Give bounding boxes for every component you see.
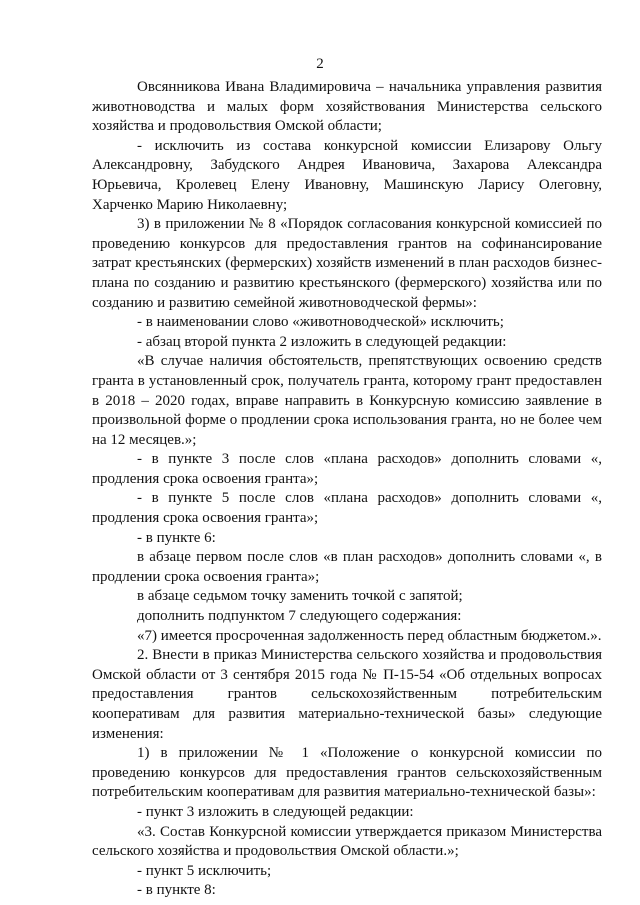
paragraph: 3) в приложении № 8 «Порядок согласования конкурсной комиссией по проведению конкурсов для предоставления грантов на софинансирование затрат крестьянских (фермерских) хозяйств изменений в план расходов бизнес-плана по созданию и развитию крестьянского (фермерского) хозяйства или по созданию и развитию семейной животноводческой фермы»: — [92, 216, 602, 311]
paragraph: - исключить из состава конкурсной комиссии Елизарову Ольгу Александровну, Забудского Андрея Ивановича, Захарова Александра Юрьевича, Кролевец Елену Ивановну, Машинскую Ларису Олеговну, Харченко Марию Николаевну; — [92, 137, 602, 213]
paragraph: - пункт 3 изложить в следующей редакции: — [137, 803, 414, 820]
page-number: 2 — [316, 56, 324, 72]
paragraph: 1) в приложении № 1 «Положение о конкурсной комиссии по проведению конкурсов для предоставления грантов сельскохозяйственным потребительским кооперативам для развития материально-технической базы»: — [92, 745, 602, 801]
paragraph: - пункт 5 исключить; — [137, 862, 272, 879]
paragraph: в абзаце первом после слов «в план расходов» дополнить словами «, в продлении срока освоения гранта»; — [92, 549, 602, 585]
paragraph: Овсянникова Ивана Владимировича – начальника управления развития животноводства и малых форм хозяйствования Министерства сельского хозяйства и продовольствия Омской области; — [92, 79, 602, 135]
paragraph: 2. Внести в приказ Министерства сельского хозяйства и продовольствия Омской области от 3 сентября 2015 года № П-15-54 «Об отдельных вопросах предоставления грантов сельскохозяйственным потребительским кооперативам для развития материально-технической базы» следующие изменения: — [92, 647, 602, 742]
paragraph: - в пункте 5 после слов «плана расходов» дополнить словами «, продления срока освоения гранта»; — [92, 490, 602, 527]
paragraph: - в пункте 3 после слов «плана расходов» дополнить словами «, продления срока освоения гранта»; — [92, 451, 602, 487]
paragraph: - в пункте 8: — [137, 882, 216, 899]
paragraph: - абзац второй пункта 2 изложить в следующей редакции: — [137, 333, 507, 350]
paragraph: - в пункте 6: — [137, 529, 216, 546]
paragraph: «В случае наличия обстоятельств, препятствующих освоению средств гранта в установленный срок, получатель гранта, которому грант предоставлен в 2018 – 2020 годах, вправе направить в Конкурсную комиссию заявление в произвольной форме о продлении срока использования гранта, но не более чем на 12 месяцев.»; — [92, 353, 602, 448]
paragraph: в абзаце седьмом точку заменить точкой с запятой; — [137, 588, 463, 605]
paragraph: дополнить подпунктом 7 следующего содержания: — [137, 608, 462, 625]
paragraph: - в наименовании слово «животноводческой» исключить; — [137, 314, 504, 331]
document-body — [92, 78, 602, 901]
paragraph: «3. Состав Конкурсной комиссии утверждается приказом Министерства сельского хозяйства и продовольствия Омской области.»; — [92, 823, 602, 860]
paragraph: «7) имеется просроченная задолженность перед областным бюджетом.». — [137, 627, 602, 644]
